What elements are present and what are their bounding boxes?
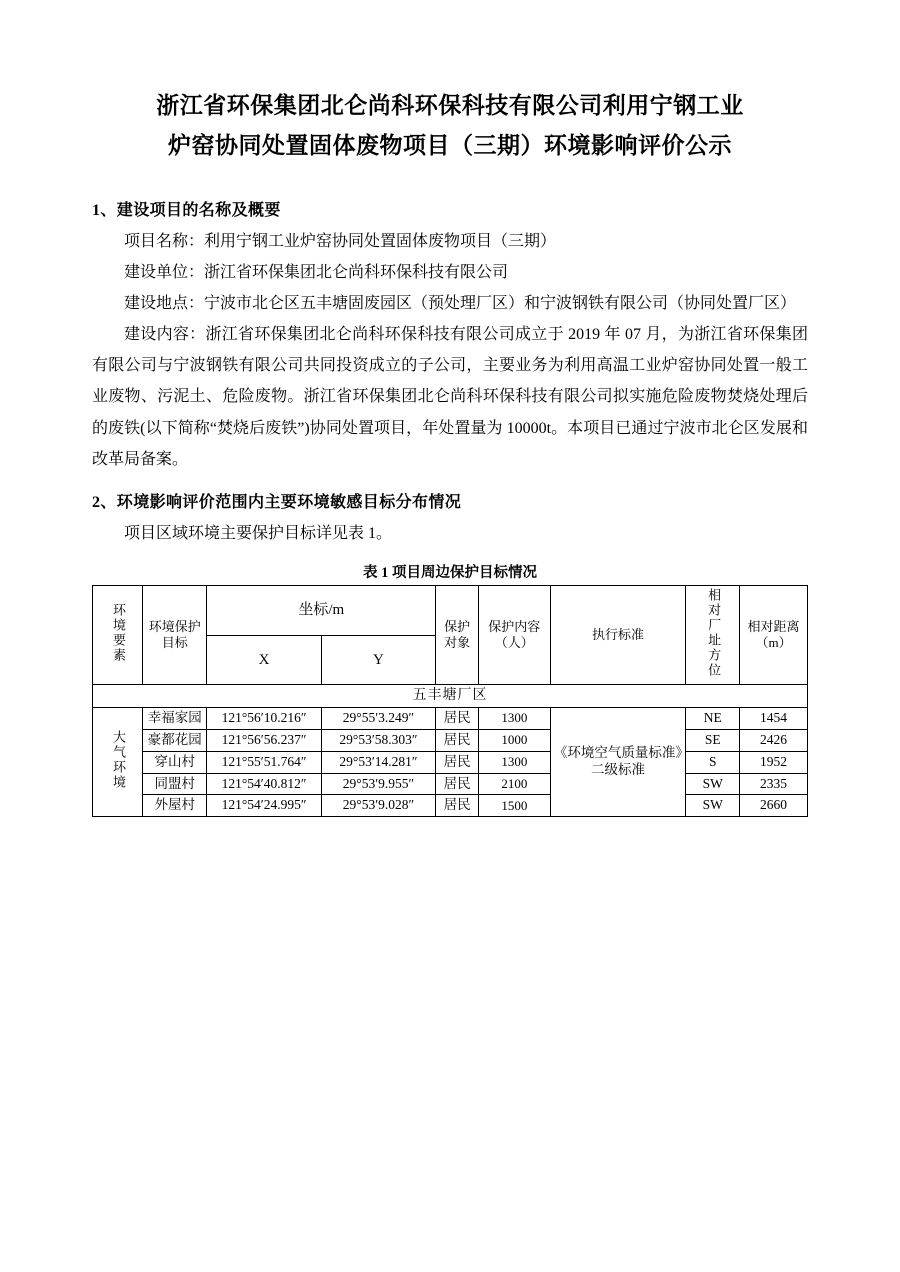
cell-distance: 1952 (740, 751, 808, 773)
cell-content: 1300 (479, 707, 551, 729)
band-label: 五丰塘厂区 (93, 685, 808, 708)
cell-direction: SW (686, 795, 740, 817)
cell-object: 居民 (436, 773, 479, 795)
cell-direction: SE (686, 729, 740, 751)
cell-target-name: 幸福家园 (143, 707, 207, 729)
header-coordinates: 坐标/m (207, 586, 436, 636)
cell-distance: 2335 (740, 773, 808, 795)
cell-object: 居民 (436, 751, 479, 773)
cell-object: 居民 (436, 729, 479, 751)
cell-y: 29°53′58.303″ (321, 729, 435, 751)
cell-direction: NE (686, 707, 740, 729)
section-1-heading: 1、建设项目的名称及概要 (92, 201, 281, 219)
header-environment-factor: 环境要素 (93, 586, 143, 685)
construction-content-paragraph: 建设内容：浙江省环保集团北仑尚科环保科技有限公司成立于 2019 年 07 月，为浙江省环保集团有限公司与宁波钢铁有限公司共同投资成立的子公司，主要业务为利用高温工业炉窑协同处置一般工业废物、污泥土、危险废物。浙江省环保集团北仑尚科环保科技有限公司拟实施危险废物焚烧处理后的废铁(以下简称“焚烧后废铁”)协同处置项目，年处置量为 10000t。本项目已通过宁波市北仑区发展和改革局备案。 (92, 326, 808, 468)
cell-object: 居民 (436, 795, 479, 817)
cell-x: 121°56′10.216″ (207, 707, 321, 729)
cell-direction: S (686, 751, 740, 773)
header-protection-target: 环境保护目标 (143, 586, 207, 685)
cell-content: 1000 (479, 729, 551, 751)
cell-target-name: 穿山村 (143, 751, 207, 773)
table-row (93, 707, 808, 729)
cell-x: 121°56′56.237″ (207, 729, 321, 751)
table-row (93, 729, 808, 751)
header-protection-object: 保护对象 (436, 586, 479, 685)
cell-y: 29°53′14.281″ (321, 751, 435, 773)
header-standard: 执行标准 (550, 586, 686, 685)
cell-distance: 2660 (740, 795, 808, 817)
header-direction: 相对厂址方位 (686, 586, 740, 685)
page-title-line-1: 浙江省环保集团北仑尚科环保科技有限公司利用宁钢工业 (156, 93, 744, 118)
cell-target-name: 同盟村 (143, 773, 207, 795)
table-row (93, 795, 808, 817)
project-name-line: 项目名称：利用宁钢工业炉窑协同处置固体废物项目（三期） (124, 232, 557, 250)
section-2-lead: 项目区域环境主要保护目标详见表 1。 (124, 525, 393, 542)
header-y: Y (321, 635, 435, 685)
cell-standard: 《环境空气质量标准》二级标准 (550, 707, 686, 816)
table-caption: 表 1 项目周边保护目标情况 (363, 565, 537, 582)
cell-x: 121°54′40.812″ (207, 773, 321, 795)
cell-target-name: 外屋村 (143, 795, 207, 817)
header-protection-content: 保护内容（人） (479, 586, 551, 685)
cell-distance: 2426 (740, 729, 808, 751)
section-2-heading: 2、环境影响评价范围内主要环境敏感目标分布情况 (92, 494, 462, 511)
header-x: X (207, 635, 321, 685)
table-band-row (93, 685, 808, 708)
cell-direction: SW (686, 773, 740, 795)
header-distance: 相对距离（m） (740, 586, 808, 685)
cell-target-name: 豪都花园 (143, 729, 207, 751)
cell-y: 29°53′9.955″ (321, 773, 435, 795)
cell-x: 121°54′24.995″ (207, 795, 321, 817)
cell-environment-factor: 大气环境 (93, 707, 143, 816)
cell-content: 1500 (479, 795, 551, 817)
cell-y: 29°53′9.028″ (321, 795, 435, 817)
page-title (92, 86, 808, 167)
construction-unit-line: 建设单位：浙江省环保集团北仑尚科环保科技有限公司 (124, 263, 509, 281)
cell-distance: 1454 (740, 707, 808, 729)
table-row (93, 751, 808, 773)
cell-x: 121°55′51.764″ (207, 751, 321, 773)
cell-y: 29°55′3.249″ (321, 707, 435, 729)
cell-content: 1300 (479, 751, 551, 773)
cell-content: 2100 (479, 773, 551, 795)
protection-targets-table (92, 585, 808, 817)
page-title-line-2: 炉窑协同处置固体废物项目（三期）环境影响评价公示 (168, 133, 732, 159)
table-row (93, 773, 808, 795)
table-header-row (93, 586, 808, 636)
cell-object: 居民 (436, 707, 479, 729)
construction-site-line: 建设地点：宁波市北仑区五丰塘固废园区（预处理厂区）和宁波钢铁有限公司（协同处置厂区） (124, 294, 797, 312)
